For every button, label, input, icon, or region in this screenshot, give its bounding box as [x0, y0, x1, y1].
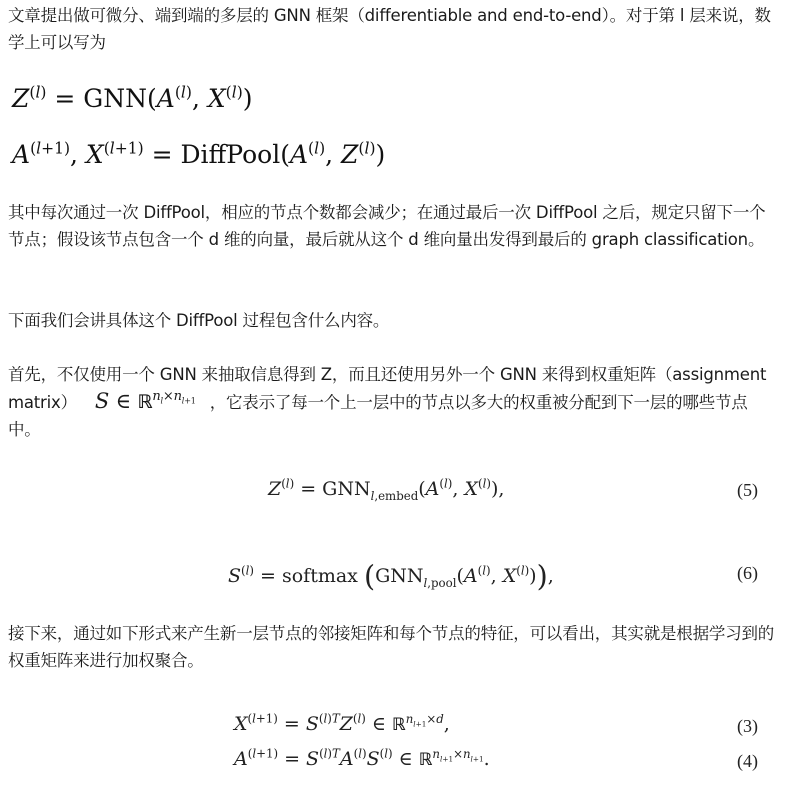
equation-gnn: $Z^{(l)} = GNN(A^{(l)}$, $X^{(l)}$) — [12, 83, 253, 113]
equation-diffpool: $A^{(l+1)}$, $X^{(l+1)}$ = $DiffPool(A^{(l)}$, $Z^{(l)}$) — [12, 139, 386, 169]
equation-6-number: (6) — [737, 563, 758, 583]
aggregate-paragraph: 接下来，通过如下形式来产生新一层节点的邻接矩阵和每个节点的特征，可以看出，其实就是根据学习到的权重矩阵来进行加权聚合。 — [8, 624, 775, 670]
next-intro-paragraph: 下面我们会讲具体这个 DiffPool 过程包含什么内容。 — [8, 311, 390, 330]
equation-5: $Z^{(l)} = GNN_{l,embed}(A^{(l)}$, $X^{(l)}$), — [268, 476, 505, 503]
intro-paragraph: 文章提出做可微分、端到端的多层的 GNN 框架（differentiable and end-to-end）。对于第 l 层来说，数学上可以写为 — [8, 6, 771, 52]
equation-3: $X^{(l+1)} = S^{(l)T}Z^{(l)}$ ∈ ℝ$^{n_{l+1}\times d}$, — [234, 711, 450, 735]
equation-4-number: (4) — [737, 751, 758, 771]
assignment-paragraph — [8, 361, 778, 443]
assignment-inline-equation: S ∈ ℝ$^{n_l\times n_{l+1}}$ — [94, 389, 196, 413]
equation-4: $A^{(l+1)} = S^{(l)T}A^{(l)}S^{(l)}$ ∈ ℝ$^{n_{l+1}\times n_{l+1}}$. — [234, 746, 490, 770]
equation-5-number: (5) — [737, 480, 758, 500]
equation-6: $S^{(l)}$ = softmax ($GNN_{l,pool}(A^{(l)}$, $X^{(l)}$)), — [228, 560, 554, 593]
pool-summary-paragraph: 其中每次通过一次 DiffPool，相应的节点个数都会减少；在通过最后一次 DiffPool 之后，规定只留下一个节点；假设该节点包含一个 d 维的向量，最后就从这个 d 维向量出发得到最后的 graph classification。 — [8, 203, 766, 249]
assignment-text-before: 首先，不仅使用一个 GNN 来抽取信息得到 Z，而且还使用另外一个 GNN 来得到权重矩阵（assignment matrix） — [8, 365, 767, 412]
equation-3-number: (3) — [737, 716, 758, 736]
assignment-text-after: ，它表示了每一个上一层中的节点以多大的权重被分配到下一层的哪些节点中。 — [8, 393, 748, 439]
